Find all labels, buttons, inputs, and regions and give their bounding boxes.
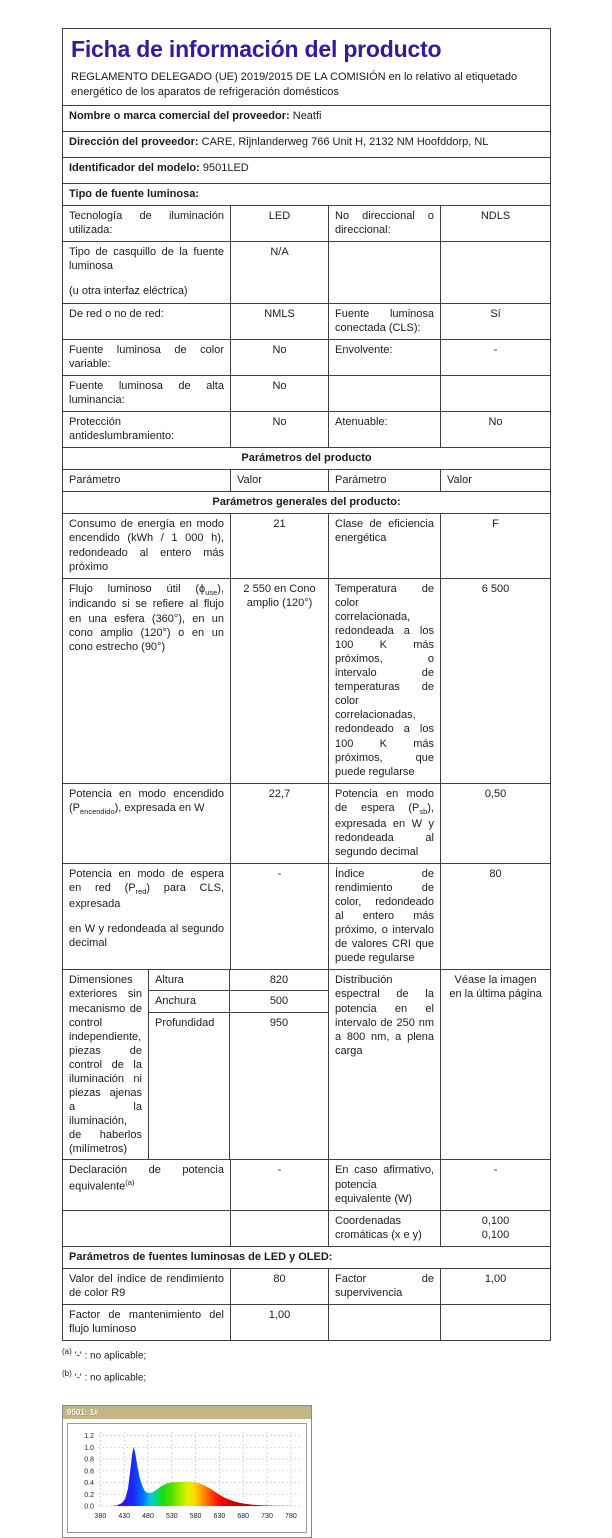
svg-text:0.6: 0.6 (84, 1468, 94, 1476)
param-value: 1,00 (441, 1268, 551, 1304)
param-value: 21 (231, 514, 329, 578)
supplier-address-label: Dirección del proveedor: (69, 136, 199, 149)
table-row (63, 411, 551, 447)
param-value: 80 (231, 1268, 329, 1304)
row-lumen-maintenance (63, 1305, 551, 1341)
param-label: Valor del índice de rendimiento de color R9 (63, 1268, 231, 1304)
dimensions-subtable (63, 970, 328, 1159)
param-label: Factor de mantenimiento del flujo luminoso (63, 1305, 231, 1341)
supplier-name-value: Neatfi (292, 110, 322, 123)
table-row (63, 242, 551, 303)
row-r9 (63, 1268, 551, 1304)
supplier-address-value: CARE, Rijnlanderweg 766 Unit H, 2132 NM Hoofddorp, NL (201, 136, 489, 149)
svg-text:0.2: 0.2 (84, 1491, 94, 1499)
column-header-row (63, 470, 551, 492)
supplier-name-row (63, 106, 551, 132)
param-label: De red o no de red: (63, 303, 231, 339)
param-value: 80 (441, 863, 551, 970)
col-header-value: Valor (441, 470, 551, 492)
param-value: Véase la imagen en la última página (441, 970, 551, 1160)
model-id-value: 9501LED (202, 162, 249, 175)
row-chromaticity (63, 1210, 551, 1246)
param-value: LED (231, 206, 329, 242)
param-label: Fuente luminosa conectada (CLS): (329, 303, 441, 339)
spd-spectrum-plot (67, 1423, 307, 1533)
svg-text:430: 430 (118, 1512, 131, 1520)
param-label (329, 242, 441, 303)
row-power-on (63, 783, 551, 863)
param-label (329, 1305, 441, 1341)
param-label: Fuente luminosa de alta luminancia: (63, 375, 231, 411)
table-row (63, 206, 551, 242)
svg-text:1.0: 1.0 (84, 1444, 94, 1452)
row-luminous-flux (63, 578, 551, 783)
general-params-header: Parámetros generales del producto: (63, 492, 551, 514)
svg-text:730: 730 (261, 1512, 273, 1520)
param-label-empty (63, 1210, 231, 1246)
table-row (63, 303, 551, 339)
param-value: - (441, 1160, 551, 1210)
param-value: - (231, 1160, 329, 1210)
col-header-value: Valor (231, 470, 329, 492)
page-title: Ficha de información del producto (71, 36, 442, 62)
spd-chart-window (62, 1405, 312, 1538)
param-value: No (441, 411, 551, 447)
param-value (441, 375, 551, 411)
svg-text:580: 580 (189, 1512, 202, 1520)
param-label: Fuente luminosa de color variable: (63, 339, 231, 375)
svg-text:380: 380 (94, 1512, 107, 1520)
product-fiche (62, 28, 550, 1538)
dimension-name: Profundidad (149, 1013, 230, 1033)
param-label: Protección antideslumbramiento: (63, 411, 231, 447)
svg-text:630: 630 (213, 1512, 226, 1520)
chart-body (63, 1419, 311, 1537)
title-row (63, 29, 551, 106)
param-label: Tipo de casquillo de la fuente luminosa (u otra interfaz eléctrica) (63, 242, 231, 303)
svg-text:0.8: 0.8 (84, 1456, 94, 1464)
param-label: Coordenadas cromáticas (x e y) (329, 1210, 441, 1246)
param-label: Consumo de energía en modo encendido (kWh / 1 000 h), redondeado al entero más próximo (63, 514, 231, 578)
dimensions-filler (149, 1033, 230, 1160)
param-label: Declaración de potencia equivalente$^{(a)}$ (63, 1160, 231, 1210)
table-row (63, 339, 551, 375)
section-header-row (63, 492, 551, 514)
param-value: 6 500 (441, 578, 551, 783)
col-header-param: Parámetro (329, 470, 441, 492)
chart-title: 9501: 1# (63, 1406, 311, 1419)
param-label: En caso afirmativo, potencia equivalente (W) (329, 1160, 441, 1210)
svg-text:680: 680 (237, 1512, 250, 1520)
param-value: - (441, 339, 551, 375)
param-value: 22,7 (231, 783, 329, 863)
dimension-value: 950 (269, 1016, 289, 1029)
table-row (63, 375, 551, 411)
footnote-b: $^{(b)}$ '-' : no aplicable; (62, 1368, 147, 1383)
product-params-header: Parámetros del producto (63, 448, 551, 470)
footnotes (62, 1347, 550, 1383)
svg-text:0.4: 0.4 (84, 1479, 94, 1487)
model-id-row (63, 158, 551, 184)
param-value (441, 242, 551, 303)
param-value: - (231, 863, 329, 970)
svg-text:0.0: 0.0 (84, 1503, 94, 1511)
type-section-header: Tipo de fuente luminosa: (63, 184, 551, 206)
svg-text:530: 530 (165, 1512, 178, 1520)
param-value: NMLS (231, 303, 329, 339)
dimension-value: 820 (230, 970, 328, 991)
param-value: 1,00 (231, 1305, 329, 1341)
fiche-table (62, 28, 551, 1341)
param-label: Índice de rendimiento de color, redondeado al entero más próximo, o intervalo de valores CRI que puede regularse (329, 863, 441, 970)
param-value (441, 1305, 551, 1341)
param-label: Flujo luminoso útil $(\phi_{use})$, indicando si se refiere al flujo en una esfera (360°), en un cono amplio (120°) o en un cono estrecho (90°) (63, 578, 231, 783)
param-value: No (231, 375, 329, 411)
param-value: 0,100 0,100 (441, 1210, 551, 1246)
param-label: No direccional o direccional: (329, 206, 441, 242)
dimension-name: Anchura (149, 991, 230, 1012)
led-oled-params-header: Parámetros de fuentes luminosas de LED y OLED: (63, 1246, 551, 1268)
col-header-param: Parámetro (63, 470, 231, 492)
row-equivalent-power (63, 1160, 551, 1210)
row-energy (63, 514, 551, 578)
section-header-row (63, 448, 551, 470)
param-value-empty (231, 1210, 329, 1246)
dimension-value: 500 (230, 991, 328, 1012)
param-label: Envolvente: (329, 339, 441, 375)
svg-text:1.2: 1.2 (84, 1432, 94, 1440)
param-label: Tecnología de iluminación utilizada: (63, 206, 231, 242)
footnote-a: $^{(a)}$ '-' : no aplicable; (62, 1347, 147, 1362)
supplier-address-row (63, 132, 551, 158)
regulation-text: REGLAMENTO DELEGADO (UE) 2019/2015 DE LA COMISIÓN en lo relativo al etiquetado energético de los aparatos de refrigeración domésticos (71, 71, 518, 98)
svg-text:480: 480 (142, 1512, 154, 1520)
param-label: Factor de supervivencia (329, 1268, 441, 1304)
svg-text:780: 780 (285, 1512, 297, 1520)
param-label: Atenuable: (329, 411, 441, 447)
param-label (329, 375, 441, 411)
param-label: Temperatura de color correlacionada, redondeada a los 100 K más próximos, o intervalo de temperaturas de color correlacionadas, redondeado a los 100 K más próximos, que puede regularse (329, 578, 441, 783)
param-value: Sí (441, 303, 551, 339)
param-value: 2 550 en Cono amplio (120°) (231, 578, 329, 783)
dimensions-filler (230, 1033, 328, 1160)
type-header-row (63, 184, 551, 206)
param-value: 0,50 (441, 783, 551, 863)
supplier-name-label: Nombre o marca comercial del proveedor: (69, 110, 290, 123)
param-value: NDLS (441, 206, 551, 242)
param-label: Potencia en modo encendido $(P_{encendido})$, expresada en W (63, 783, 231, 863)
dimension-name: Altura (149, 970, 230, 991)
param-value: No (231, 339, 329, 375)
param-value: N/A (231, 242, 329, 303)
param-value: No (231, 411, 329, 447)
param-label: Potencia en modo de espera $(P_{sb})$, expresada en W y redondeada al segundo decimal (329, 783, 441, 863)
param-label: Distribución espectral de la potencia en el intervalo de 250 nm a 800 nm, a plena carga (329, 970, 441, 1160)
param-label: Potencia en modo de espera en red $(P_{red})$ para CLS, expresada en W y redondeada al segundo decimal (63, 863, 231, 970)
row-standby (63, 863, 551, 970)
param-value: F (441, 514, 551, 578)
section-header-row (63, 1246, 551, 1268)
dimensions-label: Dimensiones exteriores sin mecanismo de control independiente, piezas de control de la iluminación ni piezas ajenas a la iluminación, de haberlos (milímetros) (63, 970, 149, 1159)
param-label: Clase de eficiencia energética (329, 514, 441, 578)
row-dimensions (63, 970, 551, 1160)
model-id-label: Identificador del modelo: (69, 162, 200, 175)
